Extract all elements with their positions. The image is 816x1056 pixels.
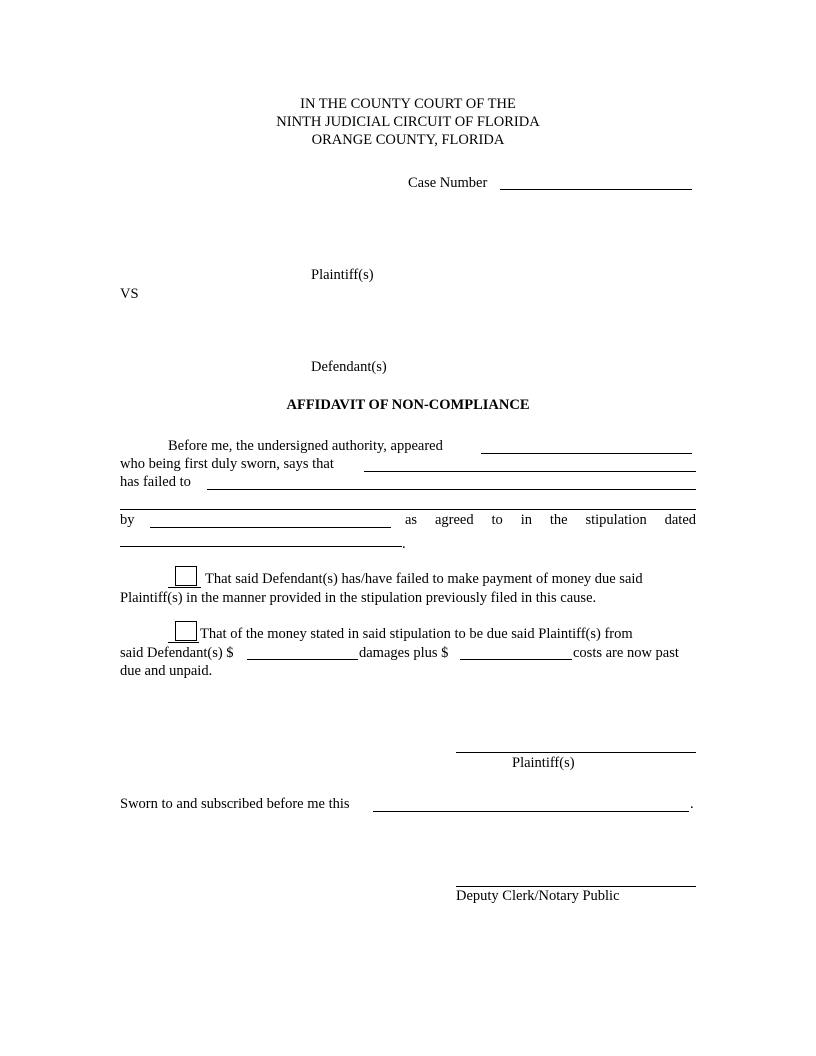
sworn-date-field[interactable] [373,811,689,812]
court-header-line-2: NINTH JUDICIAL CIRCUIT OF FLORIDA [276,114,540,130]
document-title: AFFIDAVIT OF NON-COMPLIANCE [286,397,530,413]
by-text: by [120,512,135,528]
vs-label: VS [120,286,139,302]
sworn-text: who being first duly sworn, says that [120,456,334,472]
failed-to-field[interactable] [207,489,696,490]
date-period: . [402,536,406,552]
failed-text: has failed to [120,474,191,490]
option1-line2: Plaintiff(s) in the manner provided in the stipulation previously filed in this cause. [120,590,597,606]
agreed-text: as agreed to in the stipulation dated [405,512,696,528]
option1-line1: That said Defendant(s) has/have failed to make payment of money due said [205,571,643,587]
option2-damages: damages plus $ [359,645,449,661]
option1-checkbox[interactable] [175,566,197,586]
sworn-period: . [690,796,694,812]
failed-to-field-continued[interactable] [120,509,696,510]
court-header-line-3: ORANGE COUNTY, FLORIDA [311,132,505,148]
sworn-subscribed-text: Sworn to and subscribed before me this [120,796,350,812]
case-number-label: Case Number [408,175,488,191]
damages-amount-field[interactable] [247,659,358,660]
plaintiff-signature-line[interactable] [456,752,696,753]
option2-costs: costs are now past [573,645,679,661]
appeared-text: Before me, the undersigned authority, appeared [168,438,443,454]
sworn-says-field[interactable] [364,471,696,472]
option2-said-defendant: said Defendant(s) $ [120,645,234,661]
option2-underline [168,642,199,643]
clerk-signature-label: Deputy Clerk/Notary Public [456,888,620,904]
defendant-label: Defendant(s) [311,359,387,375]
costs-amount-field[interactable] [460,659,572,660]
appeared-name-field[interactable] [481,453,692,454]
option2-line1: That of the money stated in said stipulation to be due said Plaintiff(s) from [200,626,633,642]
plaintiff-signature-label: Plaintiff(s) [512,755,575,771]
option2-line3: due and unpaid. [120,663,213,679]
stipulation-date-field[interactable] [120,546,402,547]
case-number-field[interactable] [500,189,692,190]
option1-underline [168,587,201,588]
option2-checkbox[interactable] [175,621,197,641]
by-field[interactable] [150,527,391,528]
court-header-line-1: IN THE COUNTY COURT OF THE [300,96,516,112]
plaintiff-label: Plaintiff(s) [311,267,374,283]
